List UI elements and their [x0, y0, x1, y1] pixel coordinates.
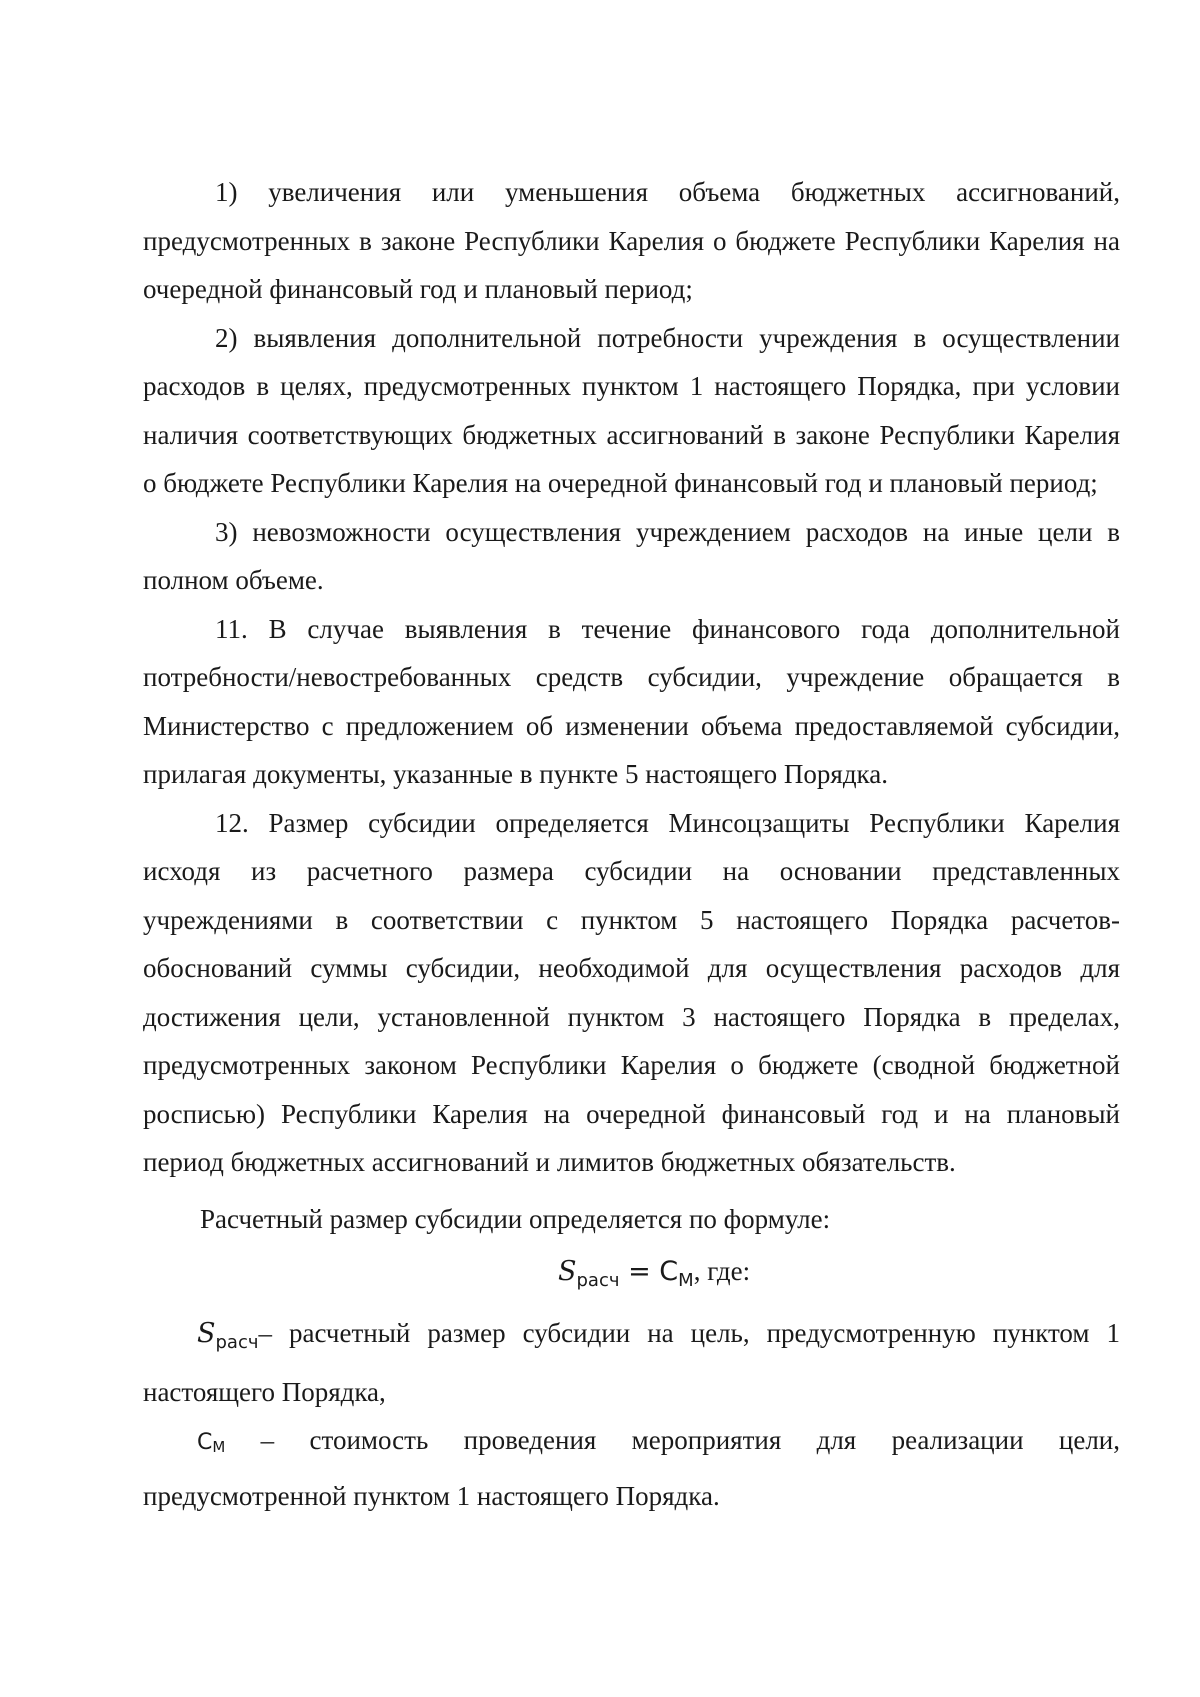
paragraph-item-3: 3) невозможности осуществления учреждением расходов на иные цели в полном объеме.: [143, 516, 1120, 595]
formula-rhs-symbol: C: [659, 1256, 679, 1287]
formula-lhs-symbol: S: [558, 1256, 577, 1287]
definition-c-symbol: C: [197, 1430, 213, 1455]
definition-s-subscript: расч: [215, 1332, 259, 1353]
definition-s-text: – расчетный размер субсидии на цель, предусмотренную пунктом 1 настоящего Порядка,: [143, 1318, 1120, 1407]
definition-c-text: – стоимость проведения мероприятия для реализации цели, предусмотренной пунктом 1 настоящего Порядка.: [143, 1425, 1120, 1511]
formula-intro: Расчетный размер субсидии определяется по формуле:: [200, 1203, 831, 1234]
paragraph-item-2: 2) выявления дополнительной потребности учреждения в осуществлении расходов в целях, предусмотренных пунктом 1 настоящего Порядка, при условии наличия соответствующих бюджетных ассигнований в законе Республики Карелия о бюджете Республики Карелия на очередной финансовый год и плановый период;: [143, 322, 1120, 498]
formula-suffix: , где:: [693, 1256, 751, 1286]
paragraph-item-1: 1) увеличения или уменьшения объема бюджетных ассигнований, предусмотренных в законе Республики Карелия о бюджете Республики Карелия на очередной финансовый год и плановый период;: [143, 177, 1120, 304]
formula-equals: =: [619, 1256, 660, 1287]
paragraph-section-12: 12. Размер субсидии определяется Минсоцзащиты Республики Карелия исходя из расчетного размера субсидии на основании представленных учреждениями в соответствии с пунктом 5 настоящего Порядка расчетов-обоснований суммы субсидии, необходимой для осуществления расходов для достижения цели, установленной пунктом 3 настоящего Порядка в пределах, предусмотренных законом Республики Карелия о бюджете (сводной бюджетной росписью) Республики Карелия на очередной финансовый год и на плановый период бюджетных ассигнований и лимитов бюджетных обязательств.: [143, 807, 1120, 1177]
definition-s-symbol: S: [197, 1318, 216, 1349]
formula-lhs-subscript: расч: [576, 1270, 620, 1291]
definition-c-subscript: М: [212, 1438, 226, 1456]
formula: [143, 1243, 1120, 1309]
document-body: [143, 168, 1120, 1520]
paragraph-section-11: 11. В случае выявления в течение финансового года дополнительной потребности/невостребованных средств субсидии, учреждение обращается в Министерство с предложением об изменении объема предоставляемой субсидии, прилагая документы, указанные в пункте 5 настоящего Порядка.: [143, 613, 1120, 789]
definition-s-rasch: [143, 1309, 1120, 1416]
definition-c-m: [143, 1416, 1120, 1520]
formula-rhs-subscript: М: [678, 1270, 694, 1291]
